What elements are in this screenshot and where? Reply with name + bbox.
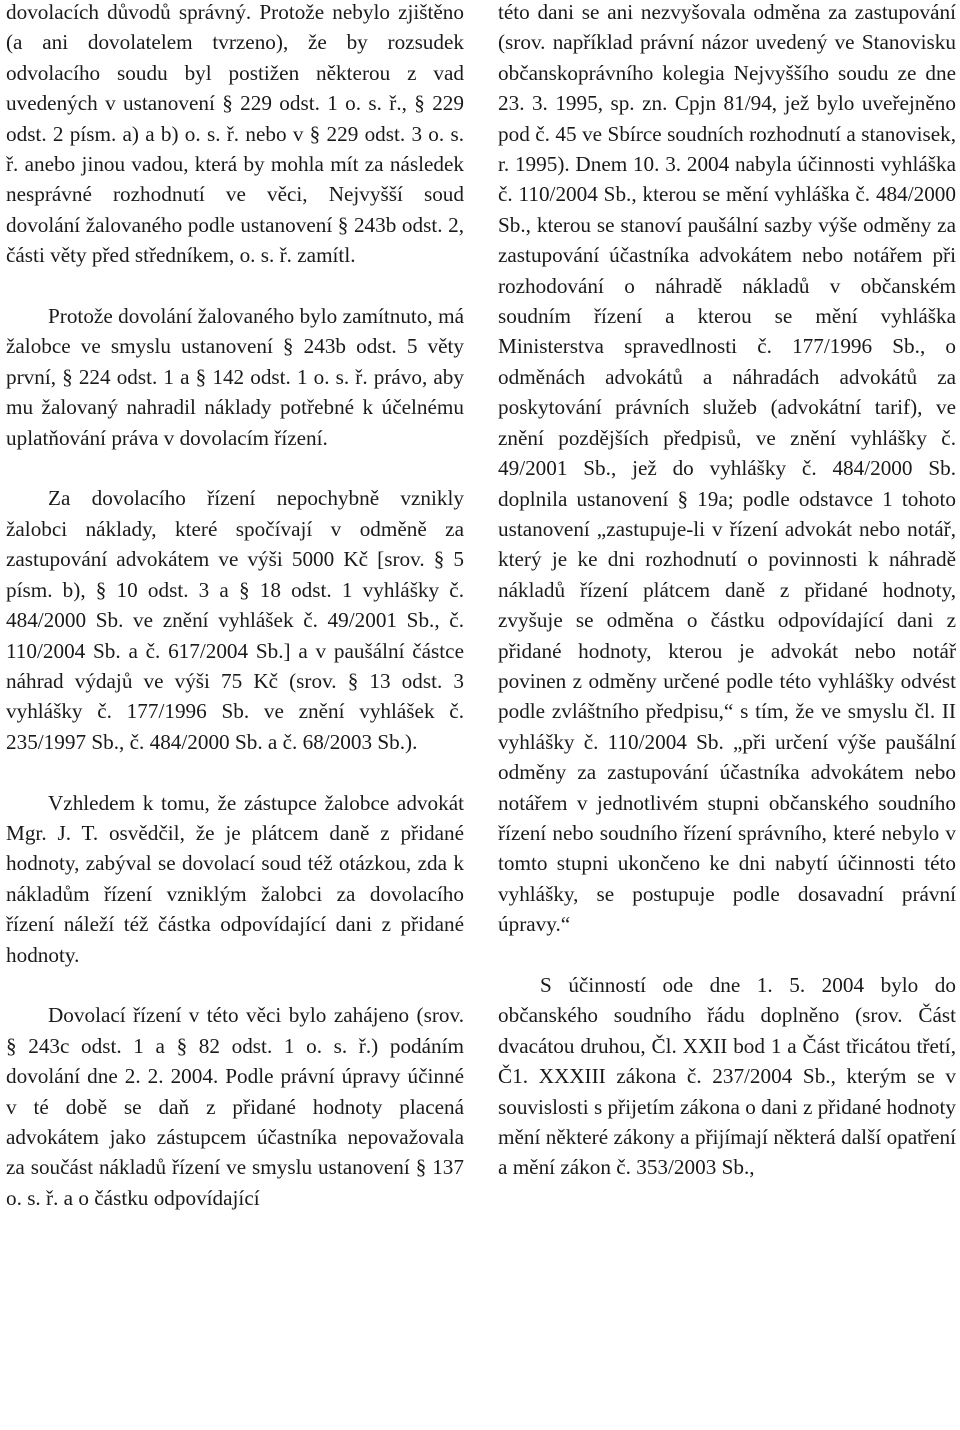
right-text-column: [498, 0, 956, 1183]
paragraph-nahrada-nakladu: Protože dovolání žalovaného bylo zamítnuto, má žalobce ve smyslu ustanovení § 243b odst. 5 věty první, § 224 odst. 1 a § 142 odst. 1 o. s. ř. právo, aby mu žalovaný nahradil náklady potřebné k účelnému uplatňování práva v dovolacím řízení.: [6, 304, 464, 450]
paragraph-zahajeni-dovolaciho-rizeni: Dovolací řízení v této věci bylo zahájeno (srov. § 243c odst. 1 a § 82 odst. 1 o. s. ř.) podáním dovolání dne 2. 2. 2004. Podle právní úpravy účinné v té době se daň z přidané hodnoty placená advokátem jako zástupcem účastníka nepovažovala za součást nákladů řízení ve smyslu ustanovení § 137 o. s. ř. a o částku odpovídající: [6, 1003, 464, 1210]
paragraph-naklady-dovolaciho-rizeni: Za dovolacího řízení nepochybně vznikly žalobci náklady, které spočívají v odměně za zastupování advokátem ve výši 5000 Kč [srov. § 5 písm. b), § 10 odst. 3 a § 18 odst. 1 vyhlášky č. 484/2000 Sb. ve znění vyhlášek č. 49/2001 Sb., č. 110/2004 Sb. a č. 617/2004 Sb.] a v paušální částce náhrad výdajů ve výši 75 Kč (srov. § 13 odst. 3 vyhlášky č. 177/1996 Sb. ve znění vyhlášek č. 235/1997 Sb., č. 484/2000 Sb. a č. 68/2003 Sb.).: [6, 486, 464, 754]
left-text-column: [6, 0, 464, 1213]
paragraph-dovolani-zamitnuto: dovolacích důvodů správný. Protože nebylo zjištěno (a ani dovolatelem tvrzeno), že by rozsudek odvolacího soudu byl postižen některou z vad uvedených v ustanovení § 229 odst. 1 o. s. ř., § 229 odst. 2 písm. a) a b) o. s. ř. nebo v § 229 odst. 3 o. s. ř. anebo jinou vadou, která by mohla mít za následek nesprávné rozhodnutí ve věci, Nejvyšší soud dovolání žalovaného podle ustanovení § 243b odst. 2, části věty před středníkem, o. s. ř. zamítl.: [6, 0, 464, 268]
paragraph-ucinnost-1-5-2004: S účinností ode dne 1. 5. 2004 bylo do občanského soudního řádu doplněno (srov. Část dvacátou druhou, Čl. XXII bod 1 a Část třicátou třetí, Č1. XXXIII zákona č. 237/2004 Sb., kterým se v souvislosti s přijetím zákona o dani z přidané hodnoty mění některé zákony a přijímají některá další opatření a mění zákon č. 353/2003 Sb.,: [498, 972, 956, 1180]
paragraph-platce-dph: Vzhledem k tomu, že zástupce žalobce advokát Mgr. J. T. osvědčil, že je plátcem daně z přidané hodnoty, zabýval se dovolací soud též otázkou, zda k nákladům řízení vzniklým žalobci za dovolacího řízení náleží též částka odpovídající dani z přidané hodnoty.: [6, 790, 464, 967]
paragraph-vyhlaska-110-2004: této dani se ani nezvyšovala odměna za zastupování (srov. například právní názor uvedený ve Stanovisku občanskoprávního kolegia Nejvyššího soudu ze dne 23. 3. 1995, sp. zn. Cpjn 81/94, jež bylo uveřejněno pod č. 45 ve Sbírce soudních rozhodnutí a stanovisek, r. 1995). Dnem 10. 3. 2004 nabyla účinnosti vyhláška č. 110/2004 Sb., kterou se mění vyhláška č. 484/2000 Sb., kterou se stanoví paušální sazby výše odměny za zastupování účastníka advokátem nebo notářem při rozhodování o náhradě nákladů v občanském soudním řízení a kterou se mění vyhláška Ministerstva spravedlnosti č. 177/1996 Sb., o odměnách advokátů a náhradách advokátů za poskytování právních služeb (advokátní tarif), ve znění pozdějších předpisů, ve znění vyhlášky č. 49/2001 Sb., jež do vyhlášky č. 484/2000 Sb. doplnila ustanovení § 19a; podle odstavce 1 tohoto ustanovení „zastupuje-li v řízení advokát nebo notář, který je ke dni rozhodnutí o povinnosti k náhradě nákladů řízení plátcem daně z přidané hodnoty, zvyšuje se odměna o částku odpovídající dani z přidané hodnoty, kterou je advokát nebo notář povinen z odměny určené podle této vyhlášky odvést podle zvláštního předpisu,“ s tím, že ve smyslu čl. II vyhlášky č. 110/2004 Sb. „při určení výše paušální odměny za zastupování účastníka advokátem nebo notářem v jednotlivém stupni občanského soudního řízení nebo soudního řízení správního, které nebylo v tomto stupni ukončeno ke dni nabytí účinnosti této vyhlášky, se postupuje podle dosavadní právní úpravy.“: [498, 0, 956, 937]
